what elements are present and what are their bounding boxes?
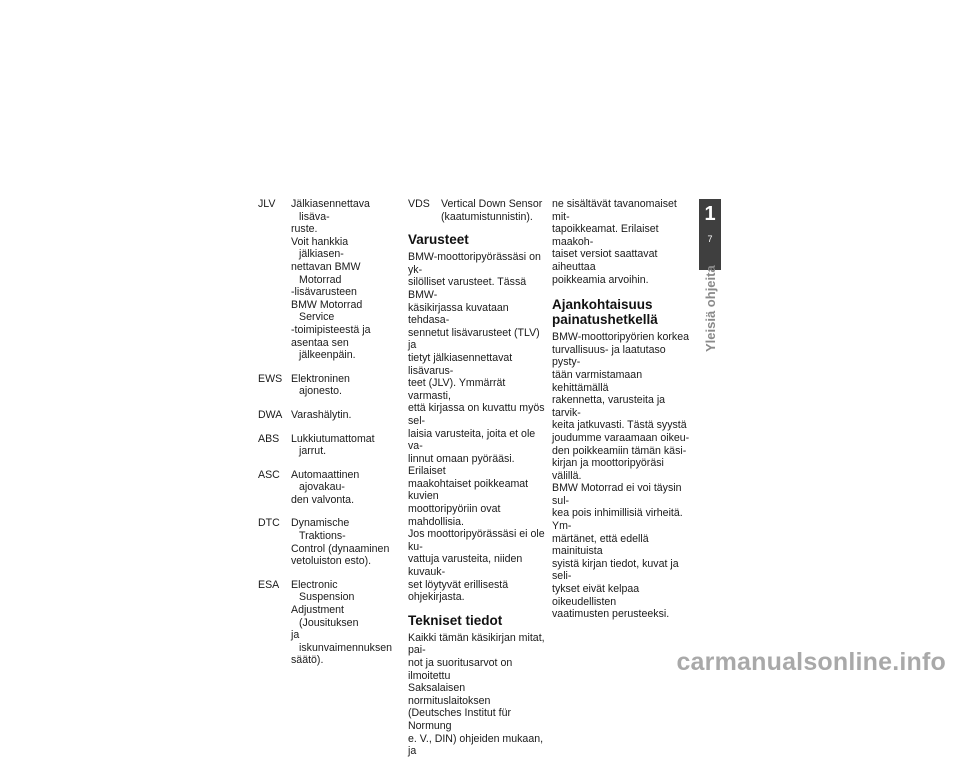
definition-line: Automaattinen ajovakau- (291, 468, 360, 494)
abbreviation-key: DWA (258, 408, 283, 421)
definition-line: BMW Motorrad Service (291, 298, 363, 324)
chapter-tab (699, 199, 721, 270)
abbreviation-row-dtc (258, 517, 393, 567)
abbreviation-key: ESA (258, 578, 280, 591)
definition-line: vetoluiston esto). (291, 555, 372, 568)
definition-line: Jälkiasennettava lisäva- (291, 198, 370, 223)
definition-line: Dynamische Traktions- (291, 517, 350, 543)
definition-line: Varashälytin. (291, 408, 352, 421)
abbreviation-definition (291, 517, 393, 567)
text-tekniset-tiedot: Kaikki tämän käsikirjan mitat, pai- not ja suoritusarvot on ilmoitettu Saksalaisen normituslaitoksen (Deutsches Institut für Normung e. V., DIN) ohjeiden mukaan, ja (408, 631, 545, 758)
abbreviation-key: ASC (258, 468, 280, 481)
definition-line: den valvonta. (291, 493, 355, 506)
abbreviation-definition (291, 579, 393, 667)
abbreviation-column (258, 198, 393, 678)
definition-line: -lisävarusteen (291, 286, 357, 299)
abbreviation-definition (291, 198, 393, 362)
definition-line: nettavan BMW Motorrad (291, 260, 361, 286)
definition-line: Electronic Suspension (291, 578, 355, 604)
abbreviation-key: VDS (408, 198, 430, 210)
definition-line: Control (dynaaminen (291, 542, 390, 555)
heading-tekniset-tiedot: Tekniset tiedot (408, 612, 503, 628)
definition-line: -toimipisteestä ja (291, 323, 371, 336)
abbreviation-definition (291, 433, 393, 458)
content-column-3 (552, 198, 690, 621)
watermark: carmanualsonline.info (676, 648, 946, 676)
definition-line: (kaatumistunnistin). (441, 210, 533, 223)
definition-line: ruste. (291, 223, 318, 236)
abbreviation-key: DTC (258, 517, 280, 530)
definition-line: Elektroninen ajonesto. (291, 372, 350, 398)
definition-line: Lukkiutumattomat jarrut. (291, 432, 375, 458)
page-number: 7 (707, 234, 713, 244)
abbreviation-definition (291, 409, 393, 422)
vds-abbreviation (408, 198, 545, 223)
definition-line: Adjustment (Jousituksen (291, 604, 359, 629)
abbreviation-row-abs (258, 433, 393, 458)
definition-line: asentaa sen jälkeenpäin. (291, 336, 356, 362)
abbreviation-row-dwa (258, 409, 393, 422)
heading-ajankohtaisuus: Ajankohtaisuus painatushetkellä (552, 297, 658, 328)
abbreviation-row-ews (258, 373, 393, 398)
abbreviation-key: JLV (258, 198, 276, 210)
abbreviation-row-vds (408, 198, 545, 223)
abbreviation-definition (291, 469, 393, 507)
abbreviation-definition (441, 198, 545, 223)
chapter-number: 1 (704, 203, 716, 225)
abbreviation-row-jlv (258, 198, 393, 362)
definition-line: Voit hankkia jälkiasen- (291, 235, 349, 261)
definition-line: säätö). (291, 654, 324, 667)
definition-line: ja iskunvaimennuksen (291, 629, 393, 654)
heading-varusteet: Varusteet (408, 232, 469, 248)
content-column-2 (408, 198, 545, 758)
abbreviation-key: EWS (258, 372, 283, 385)
text-varusteet: BMW-moottoripyörässäsi on yk- silölliset varusteet. Tässä BMW- käsikirjassa kuvataan tehdasa- sennetut lisävarusteet (TLV) ja tietyt jälkiasennettavat lisävarus- teet (JLV). Ymmärrät varmasti, että kirjassa on kuvattu myös sel- laisia varusteita, joita et ole va- linnut omaan pyörääsi. Erilaiset maakohtaiset poikkeamat kuvien moottoripyöriin ovat mahdollisia. Jos moottoripyörässäsi ei ole ku- vattuja varusteita, niiden kuvauk- set löytyvät erillisestä ohjekirjasta. (408, 251, 545, 604)
abbreviation-row-esa (258, 579, 393, 667)
abbreviation-row-asc (258, 469, 393, 507)
definition-line: Vertical Down Sensor (441, 198, 543, 210)
text-continuation: ne sisältävät tavanomaiset mit- tapoikkeamat. Erilaiset maakoh- taiset versiot saattavat aiheuttaa poikkeamia arvoihin. (552, 198, 677, 286)
abbreviation-key: ABS (258, 432, 280, 445)
abbreviation-definition (291, 373, 393, 398)
chapter-title: Yleisiä ohjeita (703, 265, 718, 352)
text-ajankohtaisuus: BMW-moottoripyörien korkea turvallisuus- ja laatutaso pysty- tään varmistamaan kehittämällä rakennetta, varusteita ja tarvik- keita jatkuvasti. Tästä syystä joudumme varaamaan oikeu- den poikkeamiin tämän käsi- kirjan ja moottoripyöräsi välillä. BMW Motorrad ei voi täysin sul- kea pois inhimillisiä virheitä. Ym- märtänet, että edellä mainituista syistä kirjan tiedot, kuvat ja seli- tykset eivät kelpaa oikeudellisten vaatimusten perusteeksi. (552, 331, 690, 621)
